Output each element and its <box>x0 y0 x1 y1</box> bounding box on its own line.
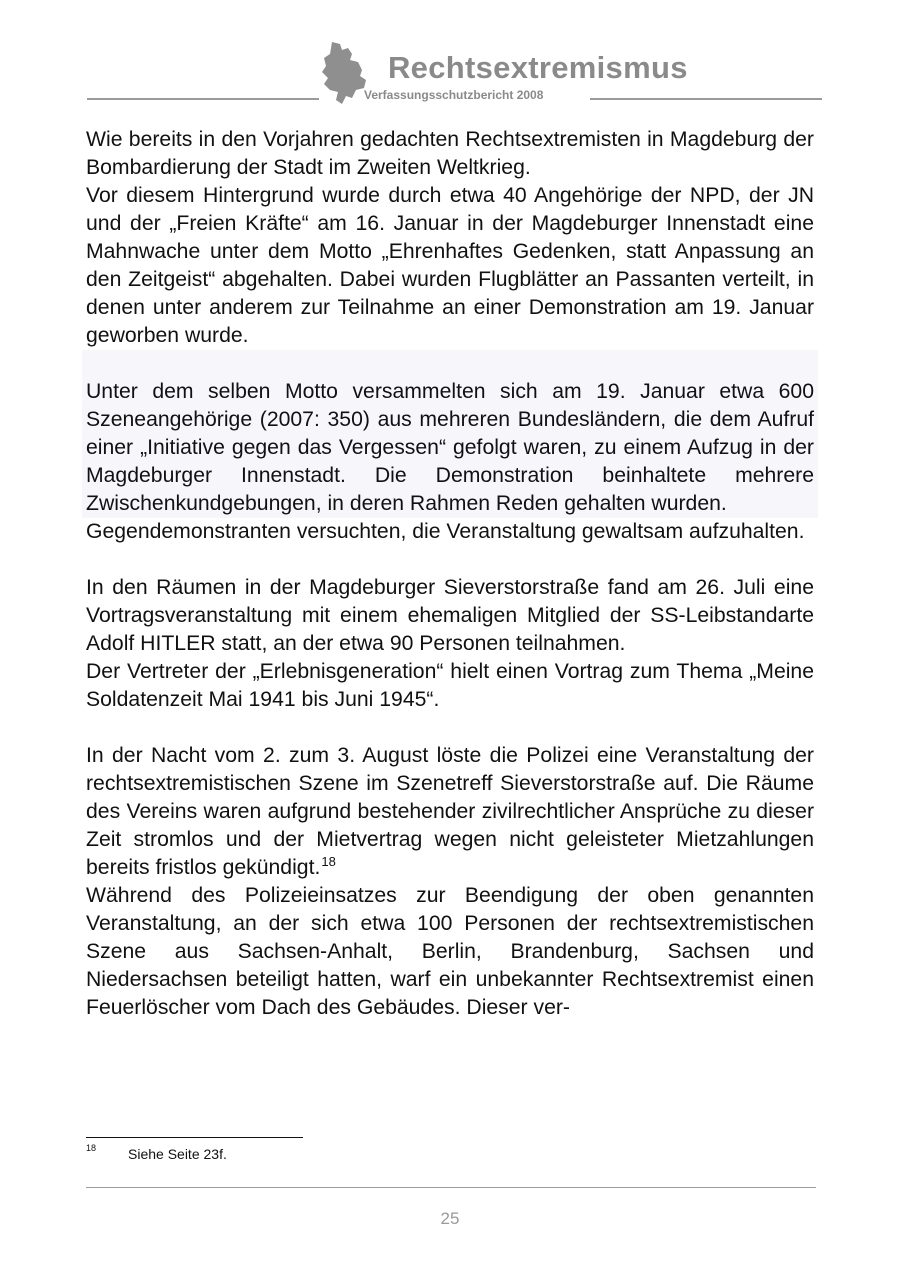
paragraph-gap <box>86 350 814 378</box>
paragraph-7 <box>86 742 814 882</box>
footnote-separator <box>86 1137 303 1138</box>
paragraph-8: Während des Polizeieinsatzes zur Beendigung der oben genannten Veranstaltung, an der sich etwa 100 Personen der rechtsextremistischen Szene aus Sachsen-Anhalt, Berlin, Brandenburg, Sachsen und Niedersachsen beteiligt hatten, warf ein unbekannter Rechtsextremist einen Feuerlöscher vom Dach des Gebäudes. Dieser ver- <box>86 884 814 1019</box>
footer-rule <box>86 1187 816 1188</box>
footnote-number: 18 <box>86 1143 97 1153</box>
shaded-block <box>82 350 818 518</box>
paragraph-3: Unter dem selben Motto versammelten sich am 19. Januar etwa 600 Szeneangehörige (2007: 350) aus mehreren Bundesländern, die dem Aufruf einer „Initiative gegen das Vergessen“ gefolgt waren, zu einem Aufzug in der Magdeburger Innenstadt. Die Demonstration beinhaltete mehrere Zwischenkundgebungen, in deren Rahmen Reden gehalten wurden. <box>86 380 814 515</box>
state-map-icon <box>318 40 370 106</box>
paragraph-gap <box>86 546 814 574</box>
body-text <box>86 126 814 1022</box>
paragraph-2: Vor diesem Hintergrund wurde durch etwa 40 Angehörige der NPD, der JN und der „Freien Kräfte“ am 16. Januar in der Magdeburger Innenstadt eine Mahnwache unter dem Motto „Ehrenhaftes Gedenken, statt Anpassung an den Zeitgeist“ abgehalten. Dabei wurden Flugblätter an Passanten verteilt, in denen unter anderem zur Teilnahme an einer Demonstration am 19. Januar geworben wurde. <box>86 184 814 347</box>
paragraph-5: In den Räumen in der Magdeburger Sieverstorstraße fand am 26. Juli eine Vortragsveranstaltung mit einem ehemaligen Mitglied der SS-Leibstandarte Adolf HITLER statt, an der etwa 90 Personen teilnahmen. <box>86 576 814 655</box>
header-rule-right <box>590 98 822 100</box>
paragraph-6: Der Vertreter der „Erlebnisgeneration“ hielt einen Vortrag zum Thema „Meine Soldatenzeit Mai 1941 bis Juni 1945“. <box>86 660 814 711</box>
paragraph-gap <box>86 714 814 742</box>
page-number: 25 <box>440 1209 460 1228</box>
header-title: Rechtsextremismus <box>388 50 688 85</box>
footnote-text: Siehe Seite 23f. <box>128 1146 227 1162</box>
paragraph-7-text: In der Nacht vom 2. zum 3. August löste die Polizei eine Veranstaltung der rechtsextremistischen Szene im Szenetreff Sieverstorstraße auf. Die Räume des Vereins waren aufgrund bestehender zivilrechtlicher Ansprüche zu dieser Zeit stromlos und der Mietvertrag wegen nicht geleisteter Mietzahlungen bereits fristlos gekündigt. <box>86 744 814 879</box>
footnote-reference[interactable]: 18 <box>321 854 336 869</box>
paragraph-1: Wie bereits in den Vorjahren gedachten Rechtsextremisten in Magdeburg der Bombardierung der Stadt im Zweiten Weltkrieg. <box>86 128 814 179</box>
header-subtitle: Verfassungsschutzbericht 2008 <box>364 88 544 102</box>
paragraph-4: Gegendemonstranten versuchten, die Veranstaltung gewaltsam aufzuhalten. <box>86 520 805 543</box>
page-header <box>0 0 900 115</box>
header-rule-left <box>87 98 319 100</box>
